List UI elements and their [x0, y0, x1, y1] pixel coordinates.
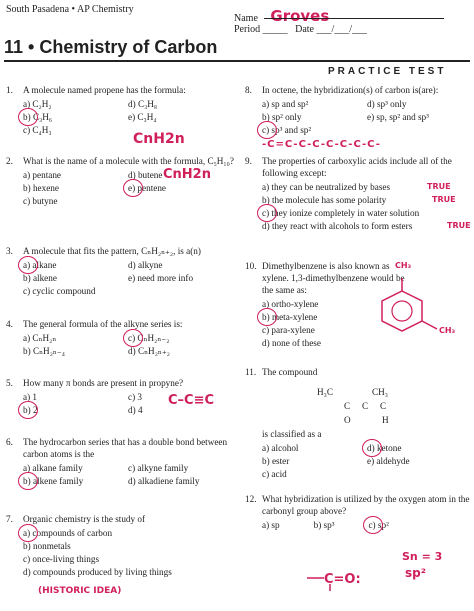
title-rule	[4, 60, 470, 62]
q11-option-a: a) alcohol	[262, 443, 299, 453]
q1-option-c: c) C₄H₃	[23, 125, 52, 135]
q2-option-b: b) hexene	[23, 183, 59, 193]
q5-option-b: b) 2	[23, 404, 128, 416]
q4-option-a: a) CₙH₂ₙ	[23, 333, 57, 343]
q2-option-c: c) butyne	[23, 196, 58, 206]
q12-note-sp2: sp²	[405, 566, 426, 580]
q2-option-e: e) pentene	[128, 182, 233, 194]
q10-option-b: b) meta-xylene	[262, 311, 474, 323]
q1-handwritten-note: CnH2n	[133, 131, 185, 147]
q8-handwritten-note: -C=C-C-C-C-C-C-C-	[262, 139, 381, 150]
question-3: 3. A molecule that fits the pattern, CₙH₂ₙ₊₂, is a(n) a) alkane d) alkyne b) alkene e) need more info c) cyclic compound	[23, 245, 238, 297]
q10-ch3-bottom: CH₃	[439, 326, 456, 335]
q7-option-a: a) compounds of carbon	[23, 527, 238, 539]
q9-option-c: c) they ionize completely in water solution	[262, 207, 474, 219]
q11-option-e: e) aldehyde	[367, 456, 410, 466]
course-header: South Pasadena • AP Chemistry	[6, 4, 134, 15]
q7-option-d: d) compounds produced by living things	[23, 567, 172, 577]
q8-option-a: a) sp and sp²	[262, 99, 309, 109]
question-11: 11. The compound H₃C CH₃ C C C O H is classified as a a) alcohol d) ketone b) ester e) aldehyde c) acid	[262, 366, 474, 480]
q12-option-a: a) sp	[262, 520, 280, 530]
question-6: 6. The hydrocarbon series that has a double bond between carbon atoms is the a) alkane family c) alkyne family b) alkene family d) alkadiene family	[23, 436, 238, 487]
q4-option-b: b) CₙH₂ₙ₋₄	[23, 346, 65, 356]
q3-option-e: e) need more info	[128, 273, 194, 283]
q2-handwritten-note: CnH2n	[163, 167, 211, 182]
question-9: 9. The properties of carboxylic acids include all of the following except: a) they can be neutralized by bases b) the molecule has some polarity c) they ionize completely in water solution d) they react with alcohols to form esters TRUE TRUE TRUE	[262, 155, 474, 232]
q8-option-b: b) sp² only	[262, 112, 302, 122]
q1-option-e: e) C₃H₄	[128, 112, 157, 122]
q5-option-c: c) 3	[128, 392, 143, 402]
q11-option-d: d) ketone	[367, 442, 472, 454]
question-5: 5. How many π bonds are present in propyne? a) 1 c) 3 b) 2 d) 4 C–C≡C	[23, 377, 238, 416]
q7-option-c: c) once-living things	[23, 554, 100, 564]
q3-option-b: b) alkene	[23, 273, 57, 283]
q3-option-a: a) alkane	[23, 259, 128, 271]
q7-handwritten-note: (HISTORIC IDEA)	[38, 586, 122, 596]
q10-option-c: c) para-xylene	[262, 325, 315, 335]
q3-option-d: d) alkyne	[128, 260, 163, 270]
q12-option-b: b) sp³	[313, 520, 335, 530]
q9-option-d: d) they react with alcohols to form esters	[262, 221, 413, 231]
q9-option-b: b) the molecule has some polarity	[262, 195, 387, 205]
q8-option-c: c) sp³ and sp²	[262, 124, 367, 136]
q10-ch3-top: CH₃	[395, 261, 412, 270]
q2-option-a: a) pentane	[23, 170, 62, 180]
q6-option-d: d) alkadiene family	[128, 476, 200, 486]
name-line: Name Groves	[234, 7, 329, 25]
q6-option-b: b) alkene family	[23, 475, 128, 487]
question-12: 12. What hybridization is utilized by the oxygen atom in the carbonyl group above? a) sp b) sp³ c) sp² Sn = 3 sp² C=O:	[262, 493, 474, 531]
student-name: Groves	[270, 7, 330, 25]
q11-option-b: b) ester	[262, 456, 290, 466]
q2-option-d: d) butene	[128, 170, 163, 180]
question-2: 2. What is the name of a molecule with the formula, C₅H₁₀? a) pentane d) butene b) hexene e) pentene c) butyne CnH2n	[6, 156, 234, 206]
q9-note-d: TRUE	[447, 221, 471, 230]
page-title: 11 • Chemistry of Carbon	[4, 37, 218, 57]
q6-option-a: a) alkane family	[23, 463, 83, 473]
q5-handwritten-note: C–C≡C	[168, 393, 215, 408]
q1-option-a: a) C₂H₂	[23, 99, 52, 109]
q4-option-c: c) CₙH₂ₙ₋₂	[128, 332, 233, 344]
carbonyl-sketch	[302, 553, 362, 593]
q5-option-a: a) 1	[23, 392, 38, 402]
q5-option-d: d) 4	[128, 405, 143, 415]
q12-option-c: c) sp²	[368, 519, 388, 531]
q9-option-a: a) they can be neutralized by bases	[262, 182, 391, 192]
q1-option-b: b) C₃H₆	[23, 111, 128, 123]
q3-option-c: c) cyclic compound	[23, 286, 96, 296]
q8-option-d: d) sp³ only	[367, 99, 407, 109]
question-10: 10. Dimethylbenzene is also known as xylene. 1,3-dimethylbenzene would be the same as: a) ortho-xylene b) meta-xylene c) para-xylene d) none of these CH₃ CH₃	[262, 260, 474, 349]
svg-text:C=O:: C=O:	[324, 572, 361, 587]
period-date-line: Period _____ Date ___/___/___	[234, 24, 368, 35]
q8-option-e: e) sp, sp² and sp³	[367, 112, 429, 122]
q9-note-b: TRUE	[432, 195, 456, 204]
q12-note-sn: Sn = 3	[402, 550, 443, 563]
question-4: 4. The general formula of the alkyne series is: a) CₙH₂ₙ c) CₙH₂ₙ₋₂ b) CₙH₂ₙ₋₄ d) CₙH₂ₙ₊₂	[23, 318, 238, 357]
q10-option-d: d) none of these	[262, 338, 321, 348]
q4-option-d: d) CₙH₂ₙ₊₂	[128, 346, 170, 356]
compound-structure: H₃C CH₃ C C C O H	[317, 387, 389, 425]
q6-option-c: c) alkyne family	[128, 463, 189, 473]
question-1: 1. A molecule named propene has the formula: a) C₂H₂ d) C₃H₈ b) C₃H₆ e) C₃H₄ c) C₄H₃ CnH2n	[23, 84, 238, 136]
question-8: 8. In octene, the hybridization(s) of carbon is(are): a) sp and sp² d) sp³ only b) sp² only e) sp, sp² and sp³ c) sp³ and sp² -C=C-C-C-C-C-C-C-	[262, 84, 474, 136]
question-7: 7. Organic chemistry is the study of a) compounds of carbon b) nonmetals c) once-living things d) compounds produced by living things (HISTORIC IDEA)	[23, 513, 238, 578]
practice-test-label: PRACTICE TEST	[328, 66, 447, 77]
q10-option-a: a) ortho-xylene	[262, 299, 319, 309]
q11-option-c: c) acid	[262, 469, 287, 479]
q7-option-b: b) nonmetals	[23, 541, 71, 551]
q9-note-a: TRUE	[427, 182, 451, 191]
q1-option-d: d) C₃H₈	[128, 99, 158, 109]
